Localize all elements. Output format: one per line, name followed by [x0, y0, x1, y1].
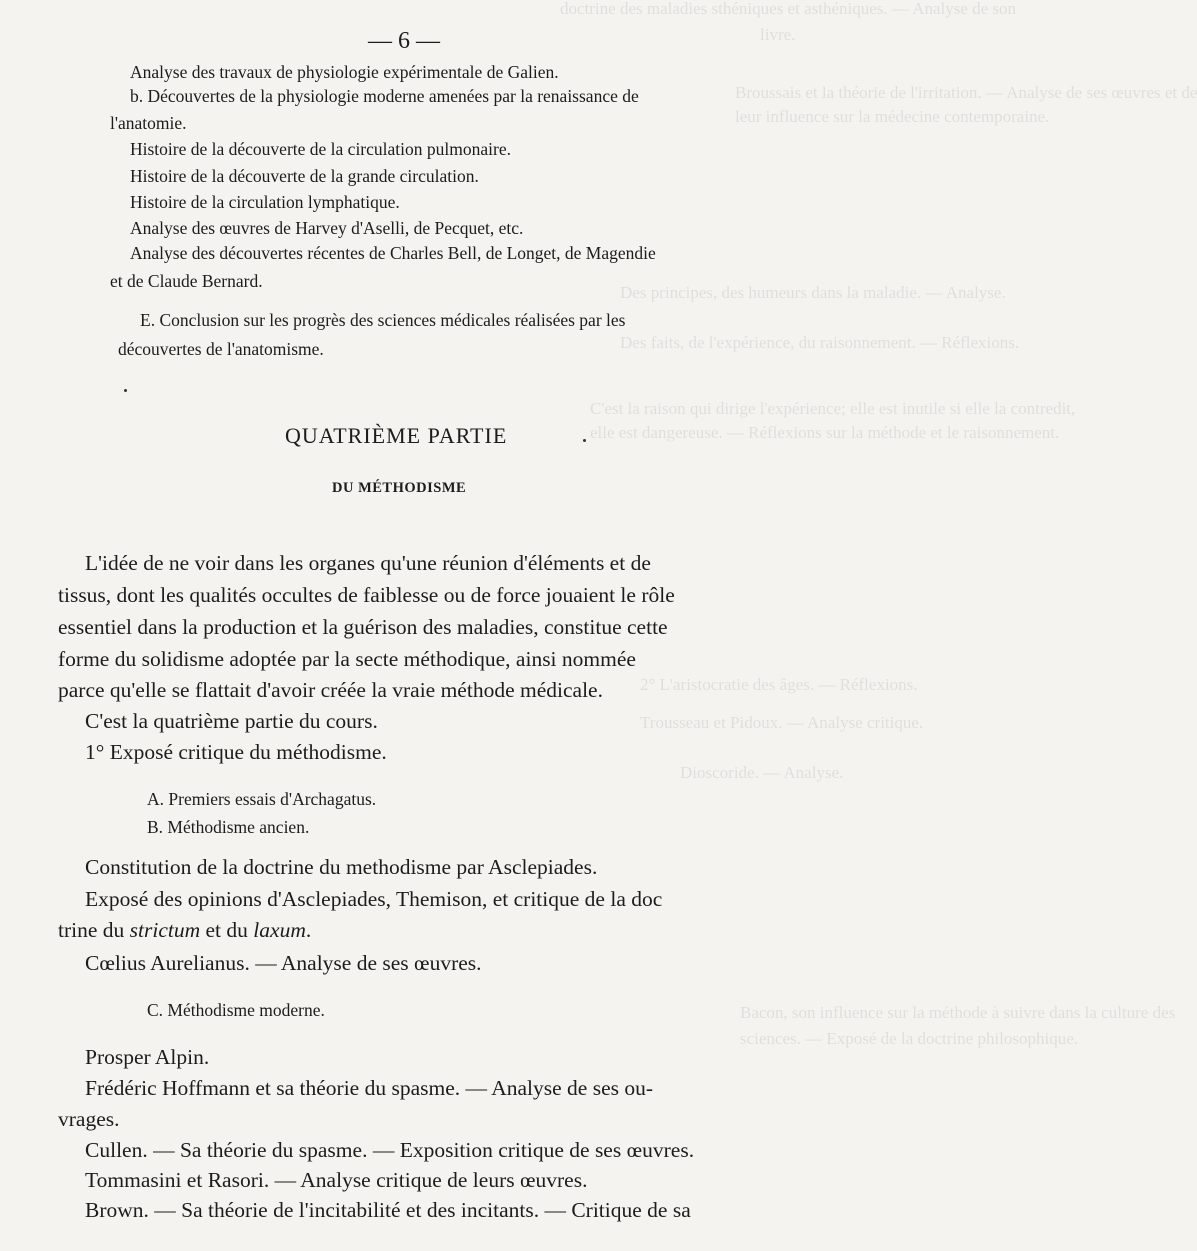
- speck: [583, 439, 586, 442]
- text-line: et de Claude Bernard.: [110, 271, 263, 291]
- page-number: — 6 —: [368, 28, 440, 54]
- bleed-through-line: livre.: [760, 25, 796, 44]
- text-line: Histoire de la découverte de la circulation pulmonaire.: [130, 139, 511, 159]
- text-line: Tommasini et Rasori. — Analyse critique de leurs œuvres.: [85, 1168, 588, 1192]
- text-line: Histoire de la découverte de la grande circulation.: [130, 166, 479, 186]
- text-line: Histoire de la circulation lymphatique.: [130, 192, 400, 212]
- text-line: découvertes de l'anatomisme.: [118, 339, 324, 359]
- section-subheading: DU MÉTHODISME: [332, 480, 467, 496]
- text-line: Cullen. — Sa théorie du spasme. — Exposition critique de ses œuvres.: [85, 1138, 695, 1162]
- text-line: C'est la quatrième partie du cours.: [85, 709, 378, 733]
- bleed-through-line: C'est la raison qui dirige l'expérience; elle est inutile si elle la contredit,: [590, 399, 1076, 418]
- bleed-through-line: sciences. — Exposé de la doctrine philosophique.: [740, 1029, 1079, 1048]
- text-line: Brown. — Sa théorie de l'incitabilité et des incitants. — Critique de sa: [85, 1198, 691, 1222]
- text-line: tissus, dont les qualités occultes de faiblesse ou de force jouaient le rôle: [58, 583, 675, 607]
- text-line: b. Découvertes de la physiologie moderne amenées par la renaissance de: [130, 86, 639, 106]
- bleed-through-line: Des faits, de l'expérience, du raisonnement. — Réflexions.: [620, 333, 1020, 352]
- text-segment-italic: strictum: [129, 918, 201, 942]
- section-heading: QUATRIÈME PARTIE: [285, 423, 508, 448]
- bleed-through-line: Dioscoride. — Analyse.: [680, 763, 844, 782]
- bleed-through-line: Trousseau et Pidoux. — Analyse critique.: [640, 713, 924, 732]
- text-segment: trine du: [58, 918, 130, 942]
- text-line: Constitution de la doctrine du methodisme par Asclepiades.: [85, 855, 598, 879]
- text-line: Prosper Alpin.: [85, 1045, 210, 1069]
- text-segment-italic: laxum: [253, 918, 306, 942]
- text-line: Analyse des découvertes récentes de Charles Bell, de Longet, de Magendie: [130, 243, 656, 263]
- bleed-through-line: leur influence sur la médecine contemporaine.: [735, 107, 1050, 126]
- text-line: l'anatomie.: [110, 113, 187, 133]
- speck: [124, 389, 127, 392]
- text-line: B. Méthodisme ancien.: [147, 817, 310, 837]
- text-segment: .: [305, 918, 312, 942]
- text-segment: et du: [200, 918, 254, 942]
- text-line: C. Méthodisme moderne.: [147, 1000, 325, 1020]
- text-line: A. Premiers essais d'Archagatus.: [147, 789, 377, 809]
- text-line: [58, 918, 311, 943]
- text-line: Frédéric Hoffmann et sa théorie du spasme. — Analyse de ses ou-: [85, 1076, 654, 1100]
- text-line: E. Conclusion sur les progrès des sciences médicales réalisées par les: [140, 310, 626, 330]
- text-line: 1° Exposé critique du méthodisme.: [85, 740, 387, 764]
- text-line: L'idée de ne voir dans les organes qu'une réunion d'éléments et de: [85, 551, 651, 575]
- text-line: Analyse des travaux de physiologie expérimentale de Galien.: [130, 62, 559, 82]
- bleed-through-line: elle est dangereuse. — Réflexions sur la méthode et le raisonnement.: [590, 423, 1060, 442]
- bleed-through-line: doctrine des maladies sthéniques et asthéniques. — Analyse de son: [560, 0, 1017, 18]
- text-line: Exposé des opinions d'Asclepiades, Themison, et critique de la doc: [85, 887, 663, 911]
- text-line: parce qu'elle se flattait d'avoir créée la vraie méthode médicale.: [58, 678, 603, 702]
- text-line: vrages.: [58, 1107, 120, 1131]
- text-line: forme du solidisme adoptée par la secte méthodique, ainsi nommée: [58, 647, 636, 671]
- bleed-through-line: 2° L'aristocratie des âges. — Réflexions.: [640, 675, 918, 694]
- bleed-through-line: Bacon, son influence sur la méthode à suivre dans la culture des: [740, 1003, 1176, 1022]
- bleed-through-line: Des principes, des humeurs dans la maladie. — Analyse.: [620, 283, 1006, 302]
- text-line: Cœlius Aurelianus. — Analyse de ses œuvres.: [85, 951, 482, 975]
- text-line: essentiel dans la production et la guérison des maladies, constitue cette: [58, 615, 668, 639]
- text-line: Analyse des œuvres de Harvey d'Aselli, de Pecquet, etc.: [130, 218, 524, 238]
- bleed-through-line: Broussais et la théorie de l'irritation. — Analyse de ses œuvres et de: [735, 83, 1197, 102]
